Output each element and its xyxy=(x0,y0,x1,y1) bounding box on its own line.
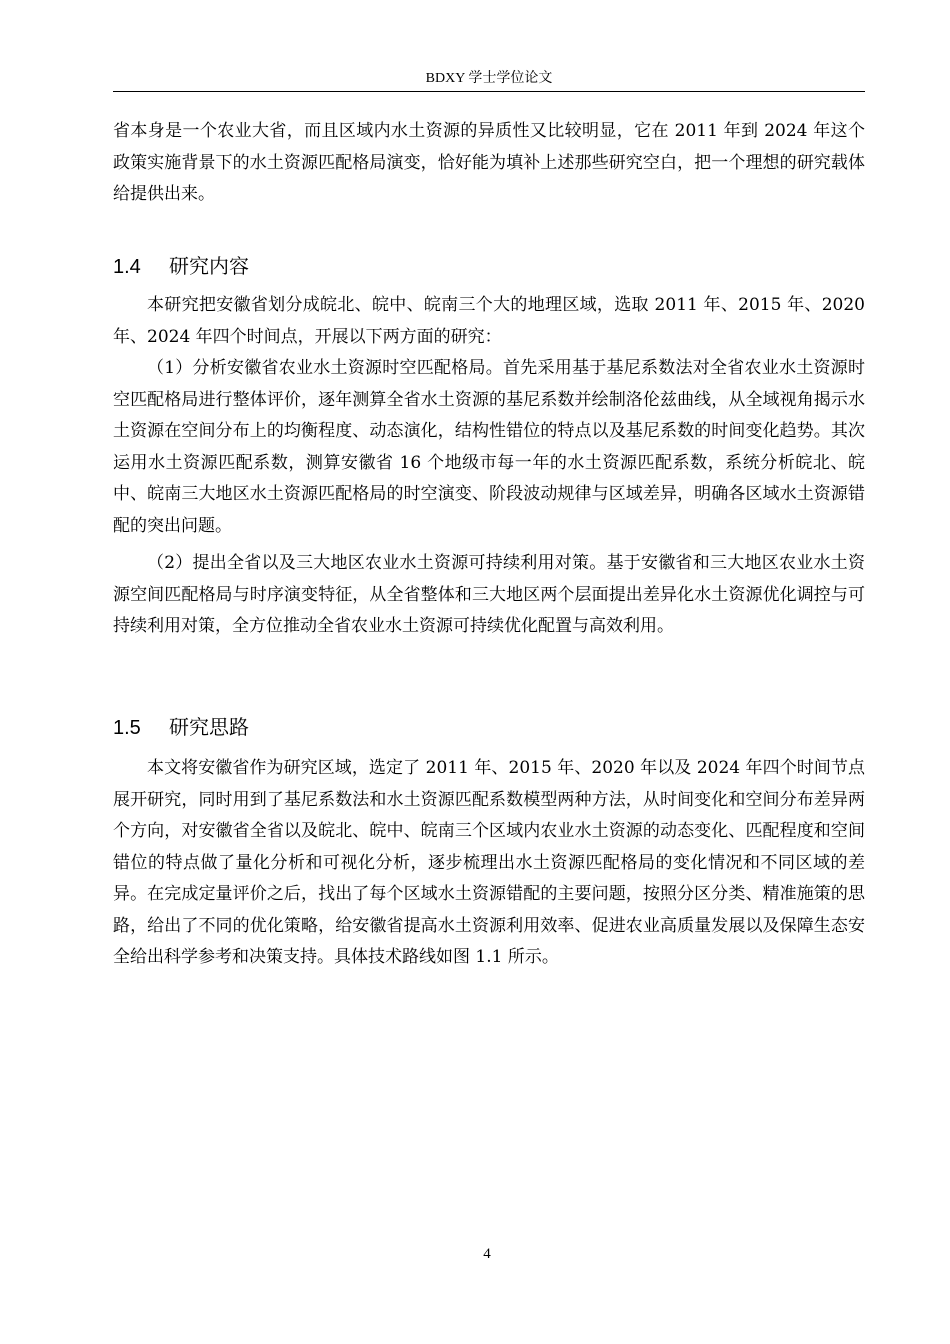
section-number: 1.4 xyxy=(113,256,141,278)
body-paragraph: （1）分析安徽省农业水土资源时空匹配格局。首先采用基于基尼系数法对全省农业水土资源时空匹配格局进行整体评价，逐年测算全省水土资源的基尼系数并绘制洛伦兹曲线，从全域视角揭示水土资源在空间分布上的均衡程度、动态演化，结构性错位的特点以及基尼系数的时间变化趋势。其次运用水土资源匹配系数，测算安徽省 16 个地级市每一年的水土资源匹配系数，系统分析皖北、皖中、皖南三大地区水土资源匹配格局的时空演变、阶段波动规律与区域差异，明确各区域水土资源错配的突出问题。 xyxy=(113,358,865,536)
body-paragraph: 本文将安徽省作为研究区域，选定了 2011 年、2015 年、2020 年以及 2024 年四个时间节点展开研究，同时用到了基尼系数法和水土资源匹配系数模型两种方法，从时间变化和空间分布差异两个方向，对安徽省全省以及皖北、皖中、皖南三个区域内农业水土资源的动态变化、匹配程度和空间错位的特点做了量化分析和可视化分析，逐步梳理出水土资源匹配格局的变化情况和不同区域的差异。在完成定量评价之后，找出了每个区域水土资源错配的主要问题，按照分区分类、精准施策的思路，给出了不同的优化策略，给安徽省提高水土资源利用效率、促进农业高质量发展以及保障生态安全给出科学参考和决策支持。具体技术路线如图 1.1 所示。 xyxy=(113,758,865,967)
section-heading-1-4 xyxy=(113,252,249,281)
body-paragraph: 本研究把安徽省划分成皖北、皖中、皖南三个大的地理区域，选取 2011 年、2015 年、2020 年、2024 年四个时间点，开展以下两方面的研究： xyxy=(113,295,865,347)
section-number: 1.5 xyxy=(113,717,141,739)
section-heading-1-5 xyxy=(113,713,249,742)
section-title: 研究思路 xyxy=(169,715,249,739)
page-number: 4 xyxy=(483,1246,491,1262)
section-title: 研究内容 xyxy=(169,254,249,278)
body-paragraph: （2）提出全省以及三大地区农业水土资源可持续利用对策。基于安徽省和三大地区农业水土资源空间匹配格局与时序演变特征，从全省整体和三大地区两个层面提出差异化水土资源优化调控与可持续利用对策，全方位推动全省农业水土资源可持续优化配置与高效利用。 xyxy=(113,553,865,636)
running-header: BDXY 学士学位论文 xyxy=(425,71,553,86)
header-rule xyxy=(113,91,865,92)
intro-continuation-paragraph: 省本身是一个农业大省，而且区域内水土资源的异质性又比较明显，它在 2011 年到 2024 年这个政策实施背景下的水土资源匹配格局演变，恰好能为填补上述那些研究空白，把一个理想的研究载体给提供出来。 xyxy=(113,121,865,204)
